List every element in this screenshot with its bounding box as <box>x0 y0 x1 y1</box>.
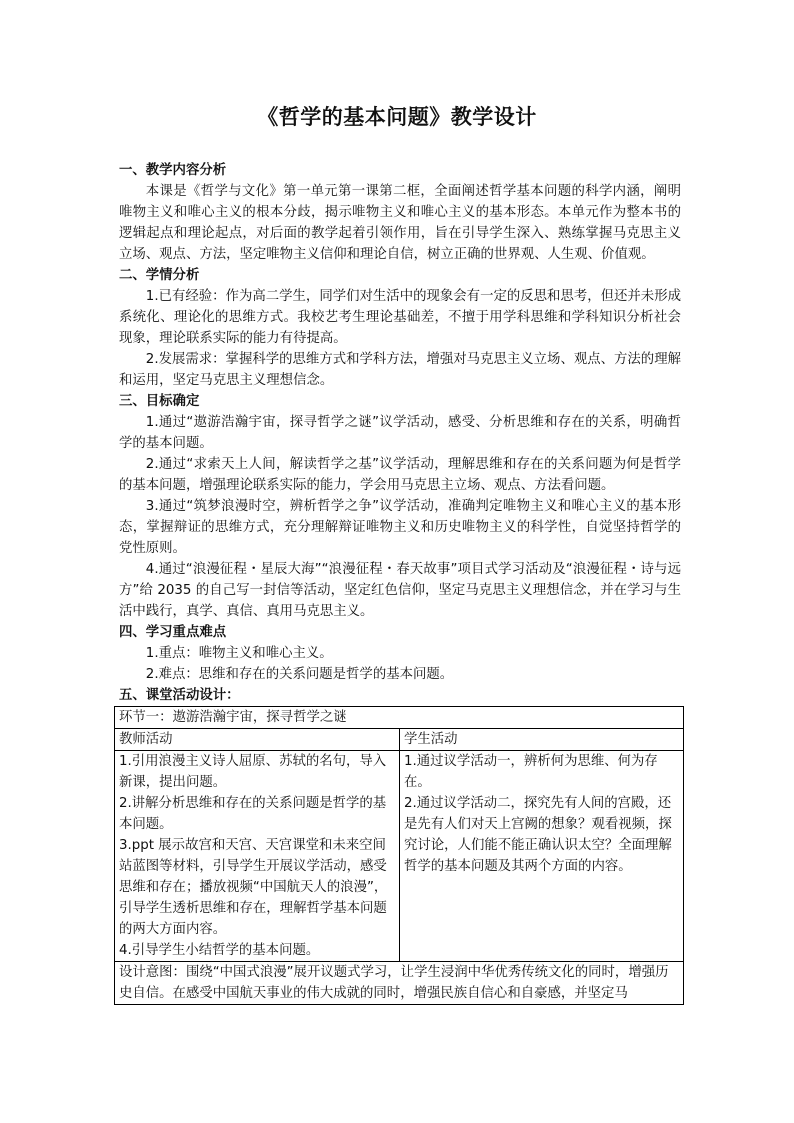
document-body <box>119 160 681 1005</box>
section-heading-objectives: 三、目标确定 <box>119 394 200 409</box>
list-item: 1.通过议学活动一，辨析何为思维、何为存在。 <box>404 754 658 790</box>
section-heading-student-analysis: 二、学情分析 <box>119 268 200 283</box>
list-item: 3.ppt 展示故宫和天宫、天宫课堂和未来空间站蓝图等材料，引导学生开展议学活动，感受思维和存在；播放视频“中国航天人的浪漫”，引导学生透析思维和存在，理解哲学基本问题的两大方面内容。 <box>119 838 388 937</box>
section-heading-activity-design: 五、课堂活动设计： <box>119 688 240 703</box>
paragraph: 4.通过“浪漫征程・星辰大海”“浪漫征程・春天故事”项目式学习活动及“浪漫征程・诗与远方”给 2035 的自己写一封信等活动，坚定红色信仰，坚定马克思主义理想信念，并在学习与生活中践行，真学、真信、真用马克思主义。 <box>119 562 681 619</box>
design-intent-cell <box>115 962 684 1005</box>
paragraph: 2.发展需求：掌握科学的思维方式和学科方法，增强对马克思主义立场、观点、方法的理解和运用，坚定马克思主义理想信念。 <box>119 352 681 388</box>
list-item: 4.引导学生小结哲学的基本问题。 <box>119 943 320 958</box>
paragraph: 2.通过“求索天上人间，解读哲学之基”议学活动，理解思维和存在的关系问题为何是哲学的基本问题，增强理论联系实际的能力，学会用马克思主立场、观点、方法看问题。 <box>119 457 681 493</box>
table-header-teacher: 教师活动 <box>115 729 400 751</box>
paragraph: 1.重点：唯物主义和唯心主义。 <box>145 646 333 661</box>
design-intent-text: 设计意图：围绕“中国式浪漫”展开议题式学习，让学生浸润中华优秀传统文化的同时，增强历史自信。在感受中国航天事业的伟大成就的同时，增强民族自信心和自豪感，并坚定马 <box>119 965 669 1001</box>
paragraph: 1.通过“遨游浩瀚宇宙，探寻哲学之谜”议学活动，感受、分析思维和存在的关系，明确哲学的基本问题。 <box>119 415 681 451</box>
student-activities-cell <box>400 751 684 962</box>
paragraph: 2.难点：思维和存在的关系问题是哲学的基本问题。 <box>145 667 454 682</box>
teacher-activities-cell <box>115 751 400 962</box>
section-heading-key-points: 四、学习重点难点 <box>119 625 227 640</box>
paragraph: 1.已有经验：作为高二学生，同学们对生活中的现象会有一定的反思和思考，但还并未形成系统化、理论化的思维方式。我校艺考生理论基础差，不擅于用学科思维和学科知识分析社会现象，理论联系实际的能力有待提高。 <box>119 289 681 346</box>
list-item: 1.引用浪漫主义诗人屈原、苏轼的名句，导入新课，提出问题。 <box>119 754 387 790</box>
paragraph: 3.通过“筑梦浪漫时空，辨析哲学之争”议学活动，准确判定唯物主义和唯心主义的基本形态，掌握辩证的思维方式，充分理解辩证唯物主义和历史唯物主义的科学性，自觉坚持哲学的党性原则。 <box>119 499 681 556</box>
section-heading-content-analysis: 一、教学内容分析 <box>119 163 227 178</box>
table-stage-title: 环节一：遨游浩瀚宇宙，探寻哲学之谜 <box>115 707 684 729</box>
list-item: 2.通过议学活动二，探究先有人间的宫殿，还是先有人们对天上宫阙的想象？观看视频，探究讨论，人们能不能正确认识太空？全面理解哲学的基本问题及其两个方面的内容。 <box>404 796 672 874</box>
table-header-student: 学生活动 <box>400 729 684 751</box>
paragraph: 本课是《哲学与文化》第一单元第一课第二框，全面阐述哲学基本问题的科学内涵，阐明唯物主义和唯心主义的根本分歧，揭示唯物主义和唯心主义的基本形态。本单元作为整本书的逻辑起点和理论起点，对后面的教学起着引领作用，旨在引导学生深入、熟练掌握马克思主义立场、观点、方法，坚定唯物主义信仰和理论自信，树立正确的世界观、人生观、价值观。 <box>119 184 681 262</box>
list-item: 2.讲解分析思维和存在的关系问题是哲学的基本问题。 <box>119 796 387 832</box>
document-title: 《哲学的基本问题》教学设计 <box>257 105 537 129</box>
activity-table <box>114 706 684 1005</box>
